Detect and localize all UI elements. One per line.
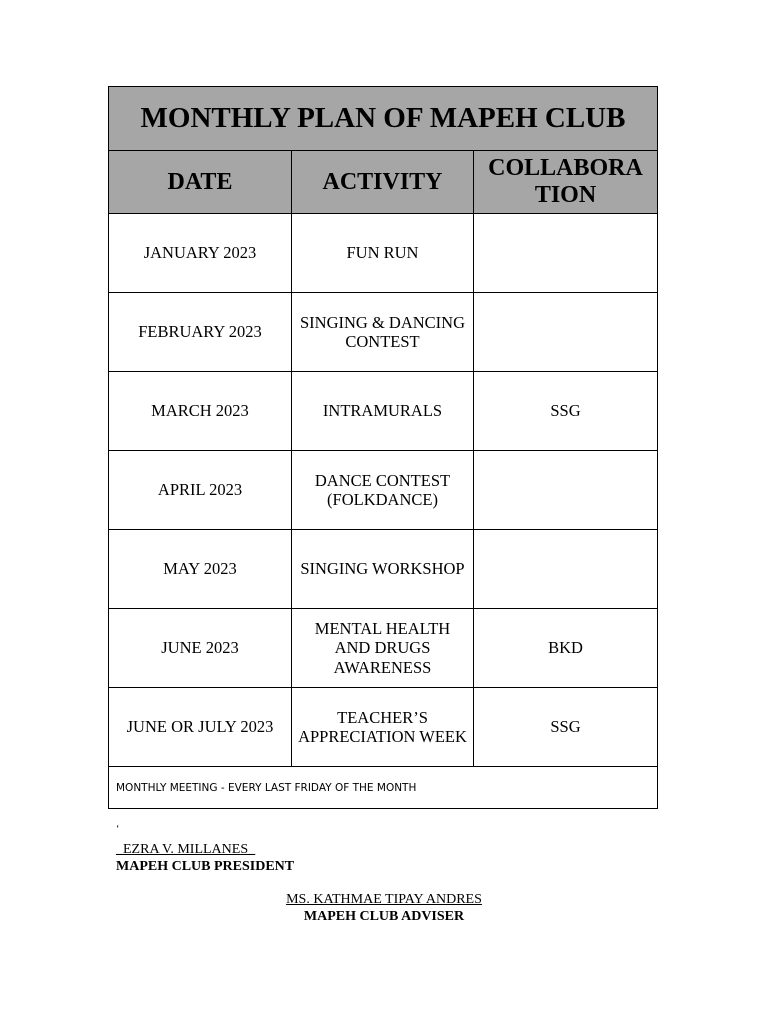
table-row	[109, 451, 658, 530]
president-role: MAPEH CLUB PRESIDENT	[116, 859, 295, 874]
activity-cell: FUN RUN	[292, 214, 474, 293]
table-row	[109, 293, 658, 372]
date-cell: JANUARY 2023	[109, 214, 292, 293]
date-cell: FEBRUARY 2023	[109, 293, 292, 372]
activity-cell: TEACHER’S APPRECIATION WEEK	[292, 688, 474, 767]
header-activity: ACTIVITY	[292, 151, 474, 214]
adviser-name: MS. KATHMAE TIPAY ANDRES	[286, 892, 482, 907]
president-signature-block	[116, 841, 294, 875]
header-row	[109, 151, 658, 214]
adviser-signature-block	[272, 891, 496, 925]
table-title: MONTHLY PLAN OF MAPEH CLUB	[109, 87, 658, 151]
president-name: _EZRA V. MILLANES_	[116, 842, 256, 857]
table-row	[109, 609, 658, 688]
collaboration-cell	[474, 530, 658, 609]
table-row	[109, 530, 658, 609]
activity-cell: SINGING & DANCING CONTEST	[292, 293, 474, 372]
title-row	[109, 87, 658, 151]
collaboration-cell	[474, 214, 658, 293]
collaboration-cell: SSG	[474, 372, 658, 451]
collaboration-cell: BKD	[474, 609, 658, 688]
date-cell: MAY 2023	[109, 530, 292, 609]
header-collaboration: COLLABORA TION	[474, 151, 658, 214]
table-row	[109, 372, 658, 451]
table-row	[109, 688, 658, 767]
stray-mark: ‘	[116, 824, 120, 835]
header-date: DATE	[109, 151, 292, 214]
collaboration-cell: SSG	[474, 688, 658, 767]
table-row	[109, 214, 658, 293]
activity-cell: INTRAMURALS	[292, 372, 474, 451]
adviser-role: MAPEH CLUB ADVISER	[303, 909, 465, 924]
activity-cell: DANCE CONTEST (FOLKDANCE)	[292, 451, 474, 530]
collaboration-cell	[474, 451, 658, 530]
date-cell: JUNE OR JULY 2023	[109, 688, 292, 767]
activity-cell: SINGING WORKSHOP	[292, 530, 474, 609]
monthly-plan-table	[108, 86, 658, 809]
activity-cell: MENTAL HEALTH AND DRUGS AWARENESS	[292, 609, 474, 688]
note-row	[109, 767, 658, 809]
meeting-note: MONTHLY MEETING - EVERY LAST FRIDAY OF THE MONTH	[109, 767, 658, 809]
collaboration-cell	[474, 293, 658, 372]
date-cell: APRIL 2023	[109, 451, 292, 530]
date-cell: MARCH 2023	[109, 372, 292, 451]
date-cell: JUNE 2023	[109, 609, 292, 688]
